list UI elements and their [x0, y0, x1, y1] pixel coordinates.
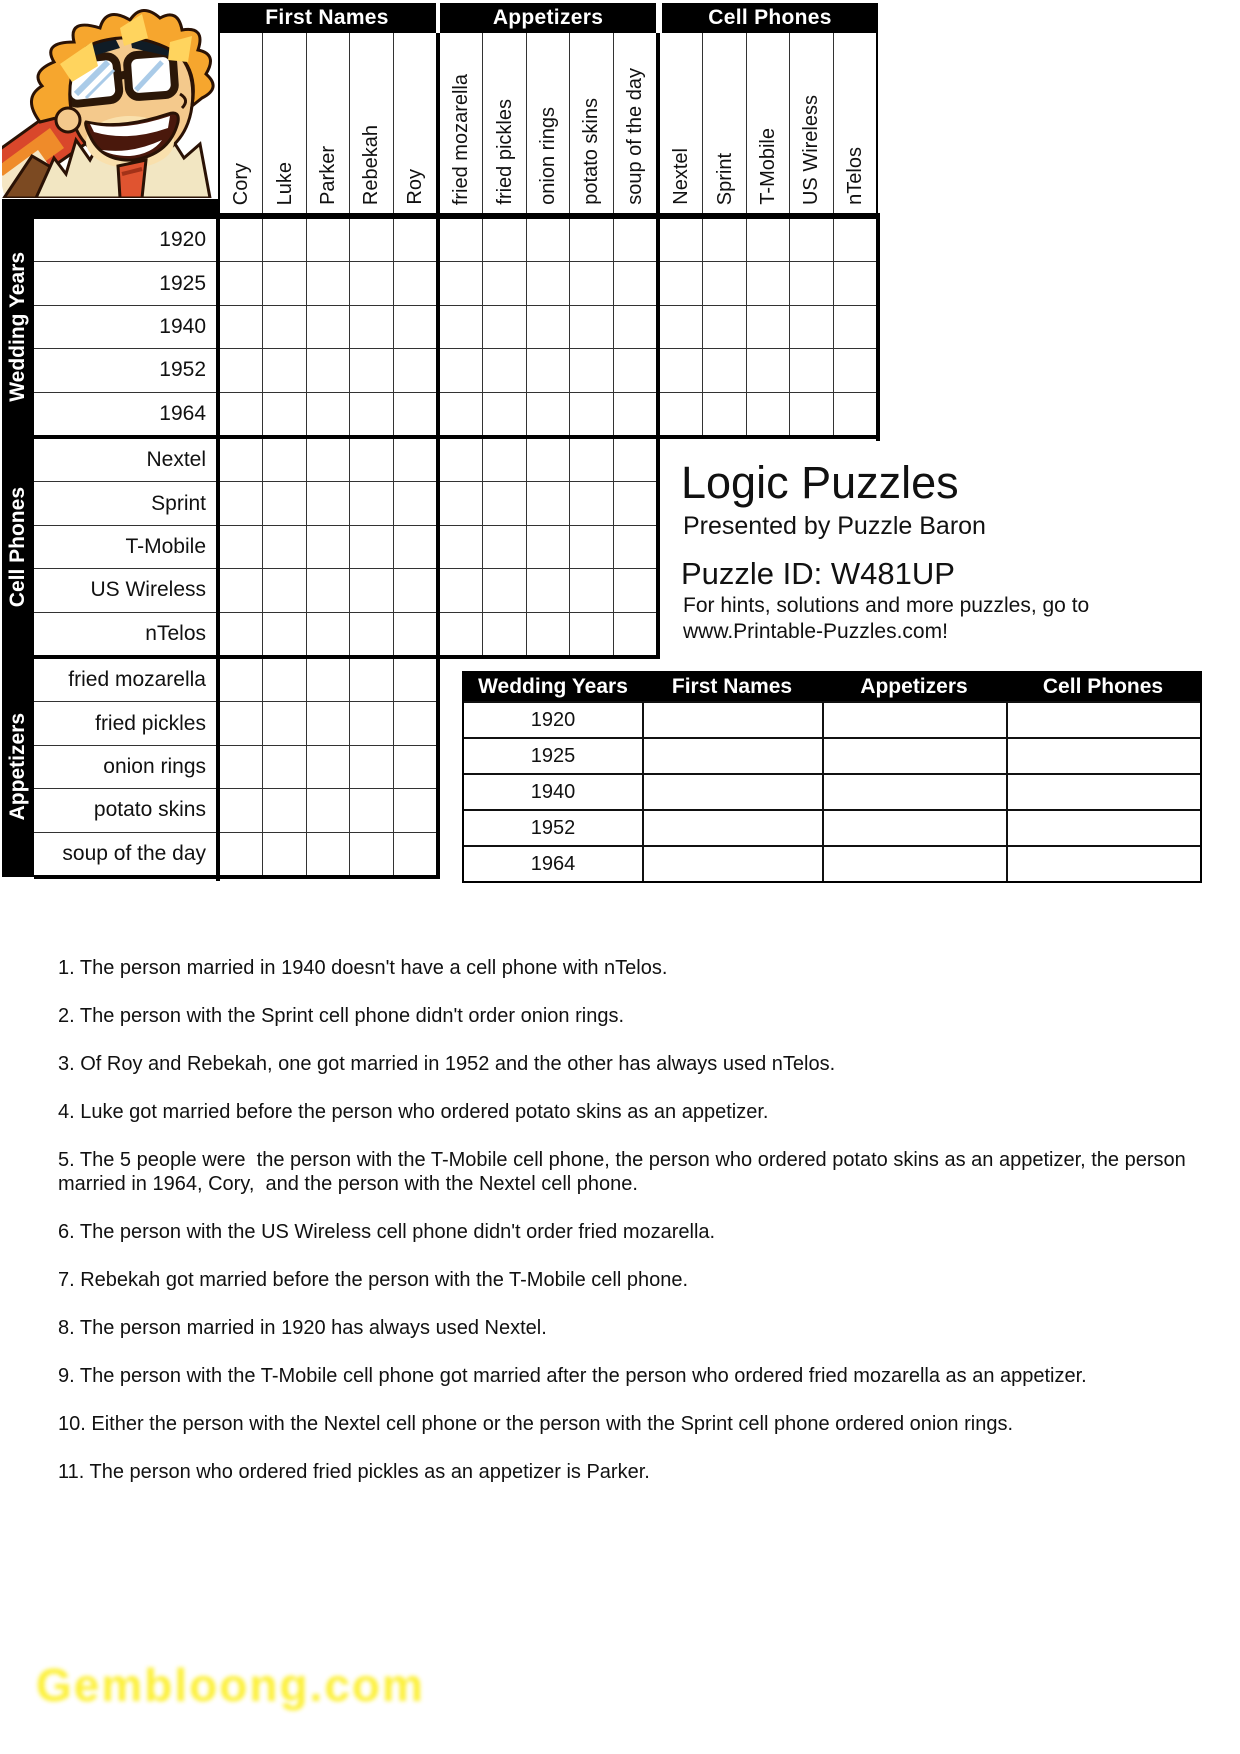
- grid-cell[interactable]: [220, 569, 262, 611]
- grid-cell[interactable]: [834, 219, 876, 261]
- grid-cell[interactable]: [220, 659, 262, 701]
- row-label: T-Mobile: [34, 526, 218, 568]
- grid-cell[interactable]: [394, 349, 436, 391]
- clue: 11. The person who ordered fried pickles as an appetizer is Parker.: [58, 1461, 650, 1483]
- clue: 8. The person married in 1920 has always used Nextel.: [58, 1317, 547, 1339]
- column-label: Parker: [316, 146, 339, 205]
- column-labels-panel: [218, 33, 438, 215]
- grid-cell[interactable]: [307, 613, 349, 655]
- row-label: US Wireless: [34, 569, 218, 611]
- grid-cell[interactable]: [307, 526, 349, 568]
- grid-cell[interactable]: [747, 393, 789, 435]
- grid-cell[interactable]: [307, 833, 349, 875]
- grid-cell[interactable]: [527, 482, 569, 524]
- grid-cell[interactable]: [614, 349, 656, 391]
- grid-cell[interactable]: [263, 833, 305, 875]
- row-group-header: [2, 217, 34, 437]
- column-label: Nextel: [670, 148, 693, 205]
- row-label: nTelos: [34, 613, 218, 655]
- column-label: nTelos: [843, 147, 866, 205]
- grid-cell[interactable]: [483, 306, 525, 348]
- grid-cell[interactable]: [394, 262, 436, 304]
- grid-cell[interactable]: [483, 569, 525, 611]
- clue: 4. Luke got married before the person who ordered potato skins as an appetizer.: [58, 1101, 769, 1123]
- clue: 2. The person with the Sprint cell phone didn't order onion rings.: [58, 1005, 625, 1027]
- grid-cell[interactable]: [263, 349, 305, 391]
- grid-cell[interactable]: [483, 349, 525, 391]
- solution-header-cell: First Names: [671, 675, 793, 698]
- grid-cell[interactable]: [614, 306, 656, 348]
- grid-border: [436, 659, 440, 879]
- row-label: Nextel: [34, 439, 218, 481]
- clues-list: [58, 956, 1198, 1508]
- clue: 1. The person married in 1940 doesn't have a cell phone with nTelos.: [58, 957, 668, 979]
- row-label: 1925: [34, 262, 218, 304]
- grid-cell[interactable]: [394, 702, 436, 744]
- grid-cell[interactable]: [614, 393, 656, 435]
- grid-cell[interactable]: [440, 262, 482, 304]
- grid-cell[interactable]: [350, 262, 392, 304]
- page-title: Logic Puzzles: [681, 457, 959, 508]
- solution-answer-cell[interactable]: [642, 739, 822, 773]
- grid-cell[interactable]: [394, 833, 436, 875]
- row-labels-panel: [34, 437, 218, 657]
- grid-cell[interactable]: [307, 349, 349, 391]
- column-label-cell: [263, 33, 305, 215]
- solution-answer-cell[interactable]: [1006, 775, 1200, 809]
- grid-block: [218, 217, 438, 437]
- grid-cell[interactable]: [790, 393, 832, 435]
- grid-cell[interactable]: [350, 746, 392, 788]
- column-label: Sprint: [713, 152, 736, 205]
- grid-cell[interactable]: [307, 789, 349, 831]
- grid-border: [216, 213, 220, 881]
- grid-cell[interactable]: [307, 702, 349, 744]
- grid-cell[interactable]: [483, 219, 525, 261]
- column-label-cell: [570, 33, 612, 215]
- grid-cell[interactable]: [263, 439, 305, 481]
- grid-cell[interactable]: [307, 219, 349, 261]
- solution-row: [464, 737, 1200, 773]
- grid-cell[interactable]: [350, 569, 392, 611]
- grid-cell[interactable]: [307, 262, 349, 304]
- column-label-cell: [527, 33, 569, 215]
- grid-cell[interactable]: [483, 526, 525, 568]
- grid-cell[interactable]: [350, 393, 392, 435]
- clue: 9. The person with the T-Mobile cell phone got married after the person who ordered fried mozarella as an appetizer.: [58, 1365, 1087, 1387]
- solution-answer-cell[interactable]: [642, 847, 822, 881]
- row-group-label: Cell Phones: [6, 486, 29, 608]
- row-label: fried pickles: [34, 702, 218, 744]
- grid-cell[interactable]: [790, 262, 832, 304]
- solution-table-header: [464, 673, 1200, 701]
- grid-cell[interactable]: [307, 569, 349, 611]
- column-group-header: Cell Phones: [662, 3, 878, 33]
- column-label-cell: [790, 33, 832, 215]
- column-label-cell: [483, 33, 525, 215]
- grid-cell[interactable]: [307, 306, 349, 348]
- grid-cell[interactable]: [834, 306, 876, 348]
- grid-cell[interactable]: [790, 219, 832, 261]
- grid-cell[interactable]: [220, 613, 262, 655]
- grid-cell[interactable]: [263, 569, 305, 611]
- solution-answer-cell[interactable]: [822, 739, 1006, 773]
- solution-header-cell: Wedding Years: [478, 675, 628, 698]
- grid-cell[interactable]: [350, 349, 392, 391]
- grid-cell[interactable]: [483, 482, 525, 524]
- column-label: T-Mobile: [756, 128, 779, 205]
- grid-cell[interactable]: [350, 613, 392, 655]
- solution-header-cell: Cell Phones: [1042, 675, 1164, 698]
- grid-cell[interactable]: [263, 789, 305, 831]
- row-label: 1964: [34, 393, 218, 435]
- column-label-cell: [350, 33, 392, 215]
- hint-url: www.Printable-Puzzles.com!: [683, 620, 948, 643]
- row-label: soup of the day: [34, 833, 218, 875]
- solution-answer-cell[interactable]: [642, 811, 822, 845]
- grid-cell[interactable]: [747, 262, 789, 304]
- grid-cell[interactable]: [440, 393, 482, 435]
- grid-cell[interactable]: [747, 349, 789, 391]
- grid-cell[interactable]: [350, 439, 392, 481]
- grid-cell[interactable]: [263, 262, 305, 304]
- grid-cell[interactable]: [350, 789, 392, 831]
- row-group-label: Wedding Years: [6, 252, 29, 402]
- grid-border: [876, 213, 880, 441]
- grid-cell[interactable]: [483, 393, 525, 435]
- grid-cell[interactable]: [614, 613, 656, 655]
- grid-cell[interactable]: [527, 262, 569, 304]
- solution-answer-cell[interactable]: [822, 847, 1006, 881]
- grid-border: [34, 213, 880, 217]
- grid-cell[interactable]: [350, 219, 392, 261]
- solution-answer-cell[interactable]: [642, 775, 822, 809]
- grid-cell[interactable]: [527, 349, 569, 391]
- grid-cell[interactable]: [350, 659, 392, 701]
- grid-cell[interactable]: [570, 482, 612, 524]
- grid-cell[interactable]: [263, 306, 305, 348]
- grid-cell[interactable]: [747, 219, 789, 261]
- grid-cell[interactable]: [220, 393, 262, 435]
- row-group-label: Appetizers: [6, 713, 29, 821]
- clue: 6. The person with the US Wireless cell phone didn't order fried mozarella.: [58, 1221, 716, 1243]
- row-label: potato skins: [34, 789, 218, 831]
- column-label: soup of the day: [623, 68, 646, 205]
- grid-cell[interactable]: [440, 349, 482, 391]
- grid-cell[interactable]: [703, 349, 745, 391]
- grid-cell[interactable]: [570, 262, 612, 304]
- column-group-header: First Names: [218, 3, 436, 33]
- grid-cell[interactable]: [570, 613, 612, 655]
- grid-cell[interactable]: [440, 306, 482, 348]
- grid-cell[interactable]: [220, 789, 262, 831]
- grid-cell[interactable]: [263, 393, 305, 435]
- grid-cell[interactable]: [570, 306, 612, 348]
- grid-cell[interactable]: [834, 393, 876, 435]
- grid-cell[interactable]: [747, 306, 789, 348]
- grid-block: [218, 437, 438, 657]
- column-label: Roy: [403, 169, 426, 205]
- column-label-cell: [394, 33, 436, 215]
- row-label: 1940: [34, 306, 218, 348]
- page-subtitle: Presented by Puzzle Baron: [683, 512, 986, 540]
- grid-cell[interactable]: [527, 526, 569, 568]
- grid-cell[interactable]: [350, 526, 392, 568]
- grid-cell[interactable]: [307, 393, 349, 435]
- column-label-cell: [220, 33, 262, 215]
- grid-cell[interactable]: [394, 613, 436, 655]
- grid-cell[interactable]: [527, 439, 569, 481]
- solution-answer-cell[interactable]: [1006, 811, 1200, 845]
- hint-text-line1: For hints, solutions and more puzzles, go to: [683, 594, 1090, 617]
- grid-cell[interactable]: [660, 306, 702, 348]
- column-label-cell: [703, 33, 745, 215]
- solution-answer-cell[interactable]: [822, 811, 1006, 845]
- solution-year-cell: 1952: [530, 816, 576, 839]
- column-label-cell: [440, 33, 482, 215]
- grid-cell[interactable]: [703, 393, 745, 435]
- grid-cell[interactable]: [394, 482, 436, 524]
- grid-cell[interactable]: [660, 393, 702, 435]
- grid-cell[interactable]: [483, 613, 525, 655]
- grid-cell[interactable]: [220, 526, 262, 568]
- solution-row: [464, 809, 1200, 845]
- solution-answer-cell[interactable]: [822, 703, 1006, 737]
- grid-border: [438, 655, 660, 659]
- solution-year-cell: 1920: [530, 708, 576, 731]
- solution-answer-cell[interactable]: [1006, 703, 1200, 737]
- grid-cell[interactable]: [834, 262, 876, 304]
- row-label: 1920: [34, 219, 218, 261]
- grid-cell[interactable]: [570, 219, 612, 261]
- solution-table: [462, 671, 1202, 883]
- grid-cell[interactable]: [483, 439, 525, 481]
- grid-cell[interactable]: [263, 702, 305, 744]
- column-label: onion rings: [536, 107, 559, 205]
- column-label: potato skins: [580, 98, 603, 205]
- grid-cell[interactable]: [220, 439, 262, 481]
- grid-block: [658, 217, 878, 437]
- grid-cell[interactable]: [570, 349, 612, 391]
- row-label: onion rings: [34, 746, 218, 788]
- grid-cell[interactable]: [614, 482, 656, 524]
- grid-cell[interactable]: [394, 746, 436, 788]
- grid-cell[interactable]: [394, 659, 436, 701]
- grid-cell[interactable]: [790, 306, 832, 348]
- grid-cell[interactable]: [790, 349, 832, 391]
- grid-cell[interactable]: [570, 439, 612, 481]
- mascot-icon: [2, 2, 216, 198]
- grid-cell[interactable]: [703, 262, 745, 304]
- grid-cell[interactable]: [703, 306, 745, 348]
- grid-cell[interactable]: [440, 526, 482, 568]
- solution-answer-cell[interactable]: [642, 703, 822, 737]
- grid-cell[interactable]: [394, 789, 436, 831]
- solution-header-cell: Appetizers: [860, 675, 968, 698]
- grid-cell[interactable]: [394, 306, 436, 348]
- row-label: Sprint: [34, 482, 218, 524]
- grid-cell[interactable]: [660, 349, 702, 391]
- solution-answer-cell[interactable]: [822, 775, 1006, 809]
- grid-cell[interactable]: [350, 833, 392, 875]
- grid-cell[interactable]: [394, 526, 436, 568]
- grid-cell[interactable]: [220, 482, 262, 524]
- grid-border: [34, 875, 440, 879]
- grid-cell[interactable]: [614, 569, 656, 611]
- grid-block: [438, 217, 658, 437]
- grid-block: [438, 437, 658, 657]
- grid-cell[interactable]: [440, 569, 482, 611]
- grid-cell[interactable]: [703, 219, 745, 261]
- grid-cell[interactable]: [394, 439, 436, 481]
- column-labels-panel: [658, 33, 878, 215]
- grid-cell[interactable]: [570, 569, 612, 611]
- grid-cell[interactable]: [527, 613, 569, 655]
- grid-cell[interactable]: [834, 349, 876, 391]
- solution-year-cell: 1940: [530, 780, 576, 803]
- grid-cell[interactable]: [614, 262, 656, 304]
- grid-cell[interactable]: [440, 439, 482, 481]
- grid-cell[interactable]: [350, 482, 392, 524]
- grid-cell[interactable]: [440, 482, 482, 524]
- grid-cell[interactable]: [570, 393, 612, 435]
- row-labels-panel: [34, 657, 218, 877]
- solution-year-cell: 1964: [530, 852, 576, 875]
- grid-cell[interactable]: [440, 613, 482, 655]
- grid-cell[interactable]: [614, 526, 656, 568]
- grid-cell[interactable]: [263, 526, 305, 568]
- grid-cell[interactable]: [263, 613, 305, 655]
- column-label: fried mozarella: [450, 73, 473, 205]
- grid-cell[interactable]: [220, 746, 262, 788]
- solution-row: [464, 845, 1200, 881]
- grid-cell[interactable]: [440, 219, 482, 261]
- column-label-cell: [614, 33, 656, 215]
- column-label: US Wireless: [800, 94, 823, 205]
- column-group-header: Appetizers: [440, 3, 656, 33]
- mascot-illustration: [2, 2, 216, 198]
- column-label-cell: [834, 33, 876, 215]
- grid-cell[interactable]: [350, 702, 392, 744]
- grid-cell[interactable]: [307, 482, 349, 524]
- solution-answer-cell[interactable]: [1006, 739, 1200, 773]
- solution-answer-cell[interactable]: [1006, 847, 1200, 881]
- grid-cell[interactable]: [614, 219, 656, 261]
- row-label: 1952: [34, 349, 218, 391]
- column-label-cell: [307, 33, 349, 215]
- column-label: Cory: [230, 162, 253, 205]
- grid-cell[interactable]: [307, 659, 349, 701]
- grid-cell[interactable]: [483, 262, 525, 304]
- grid-cell[interactable]: [527, 569, 569, 611]
- grid-cell[interactable]: [220, 833, 262, 875]
- grid-cell[interactable]: [527, 393, 569, 435]
- grid-cell[interactable]: [614, 439, 656, 481]
- grid-cell[interactable]: [220, 262, 262, 304]
- column-label: fried pickles: [493, 99, 516, 205]
- column-labels-panel: [438, 33, 658, 215]
- grid-cell[interactable]: [660, 262, 702, 304]
- grid-cell[interactable]: [307, 439, 349, 481]
- column-label: Luke: [273, 161, 296, 205]
- grid-cell[interactable]: [220, 702, 262, 744]
- column-label-cell: [747, 33, 789, 215]
- column-label-cell: [660, 33, 702, 215]
- grid-cell[interactable]: [307, 746, 349, 788]
- grid-cell[interactable]: [394, 393, 436, 435]
- solution-year-cell: 1925: [530, 744, 576, 767]
- clue: 3. Of Roy and Rebekah, one got married in 1952 and the other has always used nTelos.: [58, 1053, 836, 1075]
- grid-cell[interactable]: [263, 482, 305, 524]
- row-group-header: [2, 437, 34, 657]
- grid-cell[interactable]: [660, 219, 702, 261]
- grid-cell[interactable]: [220, 306, 262, 348]
- clue: 5. The 5 people were the person with the T-Mobile cell phone, the person who ordered potato skins as an appetizer, the person married in 1964, Cory, and the person with the Nextel cell phone.: [58, 1149, 1192, 1195]
- grid-cell[interactable]: [263, 746, 305, 788]
- clue: 10. Either the person with the Nextel cell phone or the person with the Sprint cell phone ordered onion rings.: [58, 1413, 1014, 1435]
- solution-row: [464, 773, 1200, 809]
- grid-cell[interactable]: [527, 219, 569, 261]
- column-label: Rebekah: [360, 124, 383, 205]
- clue: 7. Rebekah got married before the person with the T-Mobile cell phone.: [58, 1269, 688, 1291]
- row-group-header: [2, 657, 34, 877]
- grid-block: [218, 657, 438, 877]
- grid-border: [658, 435, 880, 439]
- solution-row: [464, 701, 1200, 737]
- grid-cell[interactable]: [350, 306, 392, 348]
- row-label: fried mozarella: [34, 659, 218, 701]
- grid-cell[interactable]: [570, 526, 612, 568]
- grid-cell[interactable]: [220, 349, 262, 391]
- grid-cell[interactable]: [527, 306, 569, 348]
- row-labels-panel: [34, 217, 218, 437]
- grid-cell[interactable]: [394, 569, 436, 611]
- grid-cell[interactable]: [394, 219, 436, 261]
- grid-border: [656, 439, 660, 659]
- watermark: Gembloong.com: [36, 1659, 425, 1711]
- grid-cell[interactable]: [263, 659, 305, 701]
- puzzle-id: Puzzle ID: W481UP: [681, 556, 955, 591]
- grid-cell[interactable]: [263, 219, 305, 261]
- grid-cell[interactable]: [220, 219, 262, 261]
